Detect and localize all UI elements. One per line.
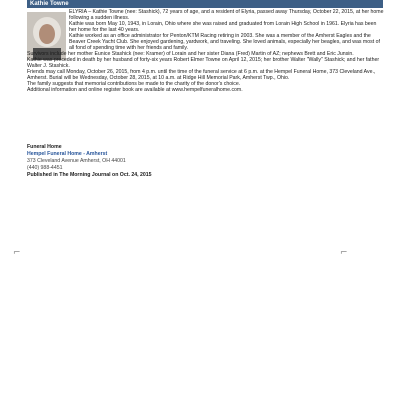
obituary-text	[27, 9, 384, 93]
obituary-paragraph: Kathie was preceded in death by her husband of forty-six years Robert Elmer Towne on April 12, 2015; her brother Walter "Wally" Stashick; and her father Walter J. Stashick.	[27, 57, 380, 69]
scan-mark: ⌐	[13, 248, 21, 258]
funeral-home-section-label: Funeral Home	[27, 144, 62, 150]
obituary-paragraph: Additional information and online register book are available at www.hempelfuneralhome.com.	[27, 87, 243, 93]
obituary-paragraph: Kathie was born May 10, 1943, in Lorain, Ohio where she was raised and graduated from Lorain High School in 1961. Elyria has been her home for the last 40 years.	[69, 21, 377, 33]
obituary-paragraph: The family suggests that memorial contributions be made to the charity of the donor's choice.	[27, 81, 241, 87]
obituary-paragraph: ELYRIA – Kathie Towne (nee: Stashick), 72 years of age, and a resident of Elyria, passed away Thursday, October 22, 2015, at her home following a sudden illness.	[69, 9, 384, 21]
obituary-paragraph: Kathie worked as an office administrator for Penton/KTM Racing retiring in 2003. She was a member of the Amherst Eagles and the Beaver Creek Yacht Club. She enjoyed gardening, yardwork, and traveling. She loved animals, especially her beagles, and was most of all fond of spending time with her friends and family.	[69, 33, 380, 51]
funeral-home-phone: (440) 988-4451	[27, 165, 63, 171]
funeral-home-name-link[interactable]: Hempel Funeral Home - Amherst	[27, 151, 108, 157]
obituary-paragraph: Survivors include her mother Eunice Stashick (nee: Kramer) of Lorain and her sister Diana (Fred) Martin of AZ; nephews Brett and Eric Junsin.	[27, 51, 354, 57]
obituary-paragraph: Friends may call Monday, October 26, 2015, from 4 p.m. until the time of the funeral service at 6 p.m. at the Hempel Funeral Home, 373 Cleveland Ave., Amherst. Burial will be Wednesday, October 28, 2015, at 10 a.m. at Ridge Hill Memorial Park, Amherst Twp., Ohio.	[27, 69, 376, 81]
scan-mark: ⌐	[340, 248, 348, 258]
publication-note: Published in The Morning Journal on Oct. 24, 2015	[27, 172, 152, 178]
obituary-name-header: Kathie Towne	[27, 0, 383, 8]
funeral-home-address: 373 Cleveland Avenue Amherst, OH 44001	[27, 158, 126, 164]
funeral-home-block	[27, 144, 277, 179]
